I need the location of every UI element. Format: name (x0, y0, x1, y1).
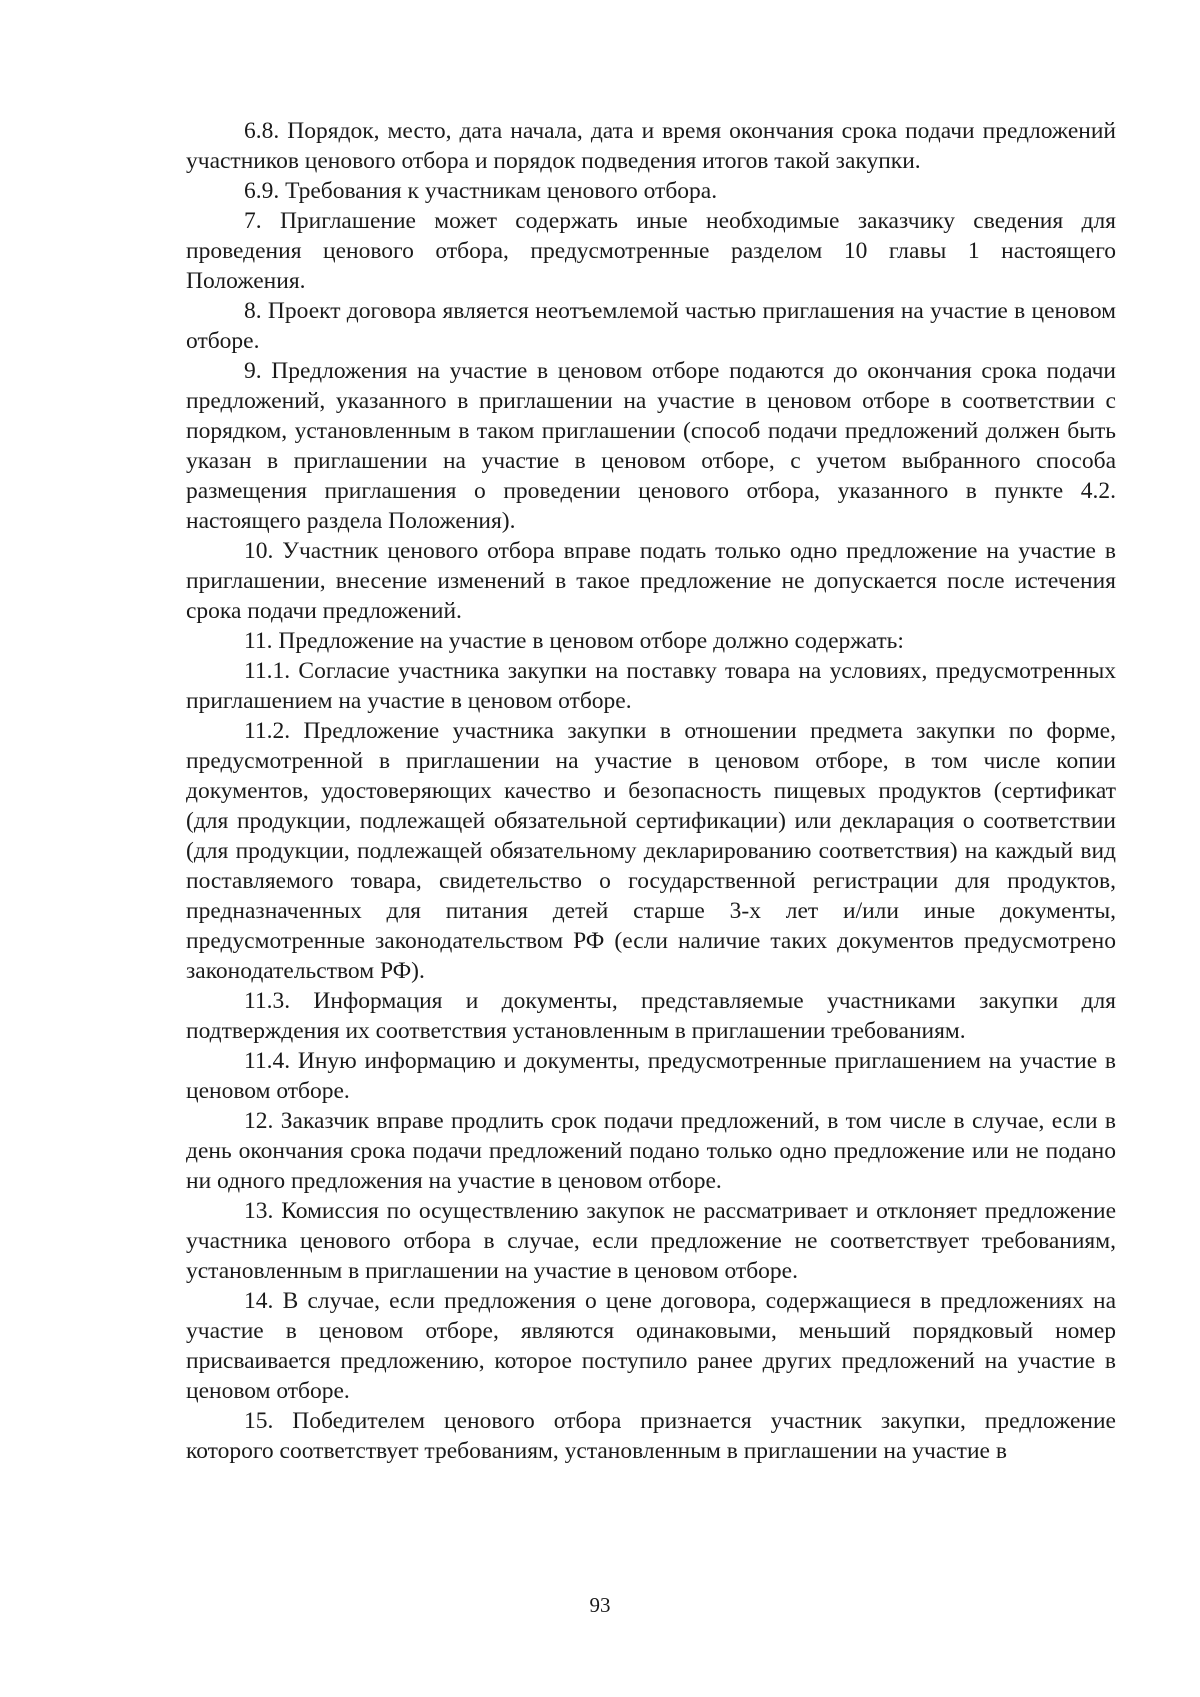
paragraph-14: 14. В случае, если предложения о цене договора, содержащиеся в предложениях на участие в ценовом отборе, являются одинаковыми, меньший порядковый номер присваивается предложению, которое поступило ранее других предложений на участие в ценовом отборе. (186, 1288, 1116, 1404)
paragraph-6-9: 6.9. Требования к участникам ценового отбора. (244, 178, 718, 204)
paragraph-8: 8. Проект договора является неотъемлемой частью приглашения на участие в ценовом отборе. (186, 298, 1116, 354)
paragraph-11-4: 11.4. Иную информацию и документы, предусмотренные приглашением на участие в ценовом отборе. (186, 1048, 1116, 1104)
paragraph-11-2: 11.2. Предложение участника закупки в отношении предмета закупки по форме, предусмотренной в приглашении на участие в ценовом отборе, в том числе копии документов, удостоверяющих качество и безопасность пищевых продуктов (сертификат (для продукции, подлежащей обязательной сертификации) или декларация о соответствии (для продукции, подлежащей обязательному декларированию соответствия) на каждый вид поставляемого товара, свидетельство о государственной регистрации для продуктов, предназначенных для питания детей старше 3-х лет и/или иные документы, предусмотренные законодательством РФ (если наличие таких документов предусмотрено законодательством РФ). (186, 718, 1116, 984)
paragraph-10: 10. Участник ценового отбора вправе подать только одно предложение на участие в приглашении, внесение изменений в такое предложение не допускается после истечения срока подачи предложений. (186, 538, 1116, 624)
paragraph-11: 11. Предложение на участие в ценовом отборе должно содержать: (244, 628, 904, 654)
document-page (186, 116, 1116, 1466)
paragraph-6-8: 6.8. Порядок, место, дата начала, дата и время окончания срока подачи предложений участников ценового отбора и порядок подведения итогов такой закупки. (186, 118, 1116, 174)
paragraph-9: 9. Предложения на участие в ценовом отборе подаются до окончания срока подачи предложений, указанного в приглашении на участие в ценовом отборе в соответствии с порядком, установленным в таком приглашении (способ подачи предложений должен быть указан в приглашении на участие в ценовом отборе, с учетом выбранного способа размещения приглашения о проведении ценового отбора, указанного в пункте 4.2. настоящего раздела Положения). (186, 358, 1116, 534)
paragraph-11-3: 11.3. Информация и документы, представляемые участниками закупки для подтверждения их соответствия установленным в приглашении требованиям. (186, 988, 1116, 1044)
paragraph-13: 13. Комиссия по осуществлению закупок не рассматривает и отклоняет предложение участника ценового отбора в случае, если предложение не соответствует требованиям, установленным в приглашении на участие в ценовом отборе. (186, 1198, 1116, 1284)
page-number: 93 (589, 1593, 611, 1617)
paragraph-15: 15. Победителем ценового отбора признается участник закупки, предложение которого соответствует требованиям, установленным в приглашении на участие в (186, 1408, 1116, 1464)
paragraph-7: 7. Приглашение может содержать иные необходимые заказчику сведения для проведения ценового отбора, предусмотренные разделом 10 главы 1 настоящего Положения. (186, 208, 1116, 294)
paragraph-12: 12. Заказчик вправе продлить срок подачи предложений, в том числе в случае, если в день окончания срока подачи предложений подано только одно предложение или не подано ни одного предложения на участие в ценовом отборе. (186, 1108, 1116, 1194)
paragraph-11-1: 11.1. Согласие участника закупки на поставку товара на условиях, предусмотренных приглашением на участие в ценовом отборе. (186, 658, 1116, 714)
